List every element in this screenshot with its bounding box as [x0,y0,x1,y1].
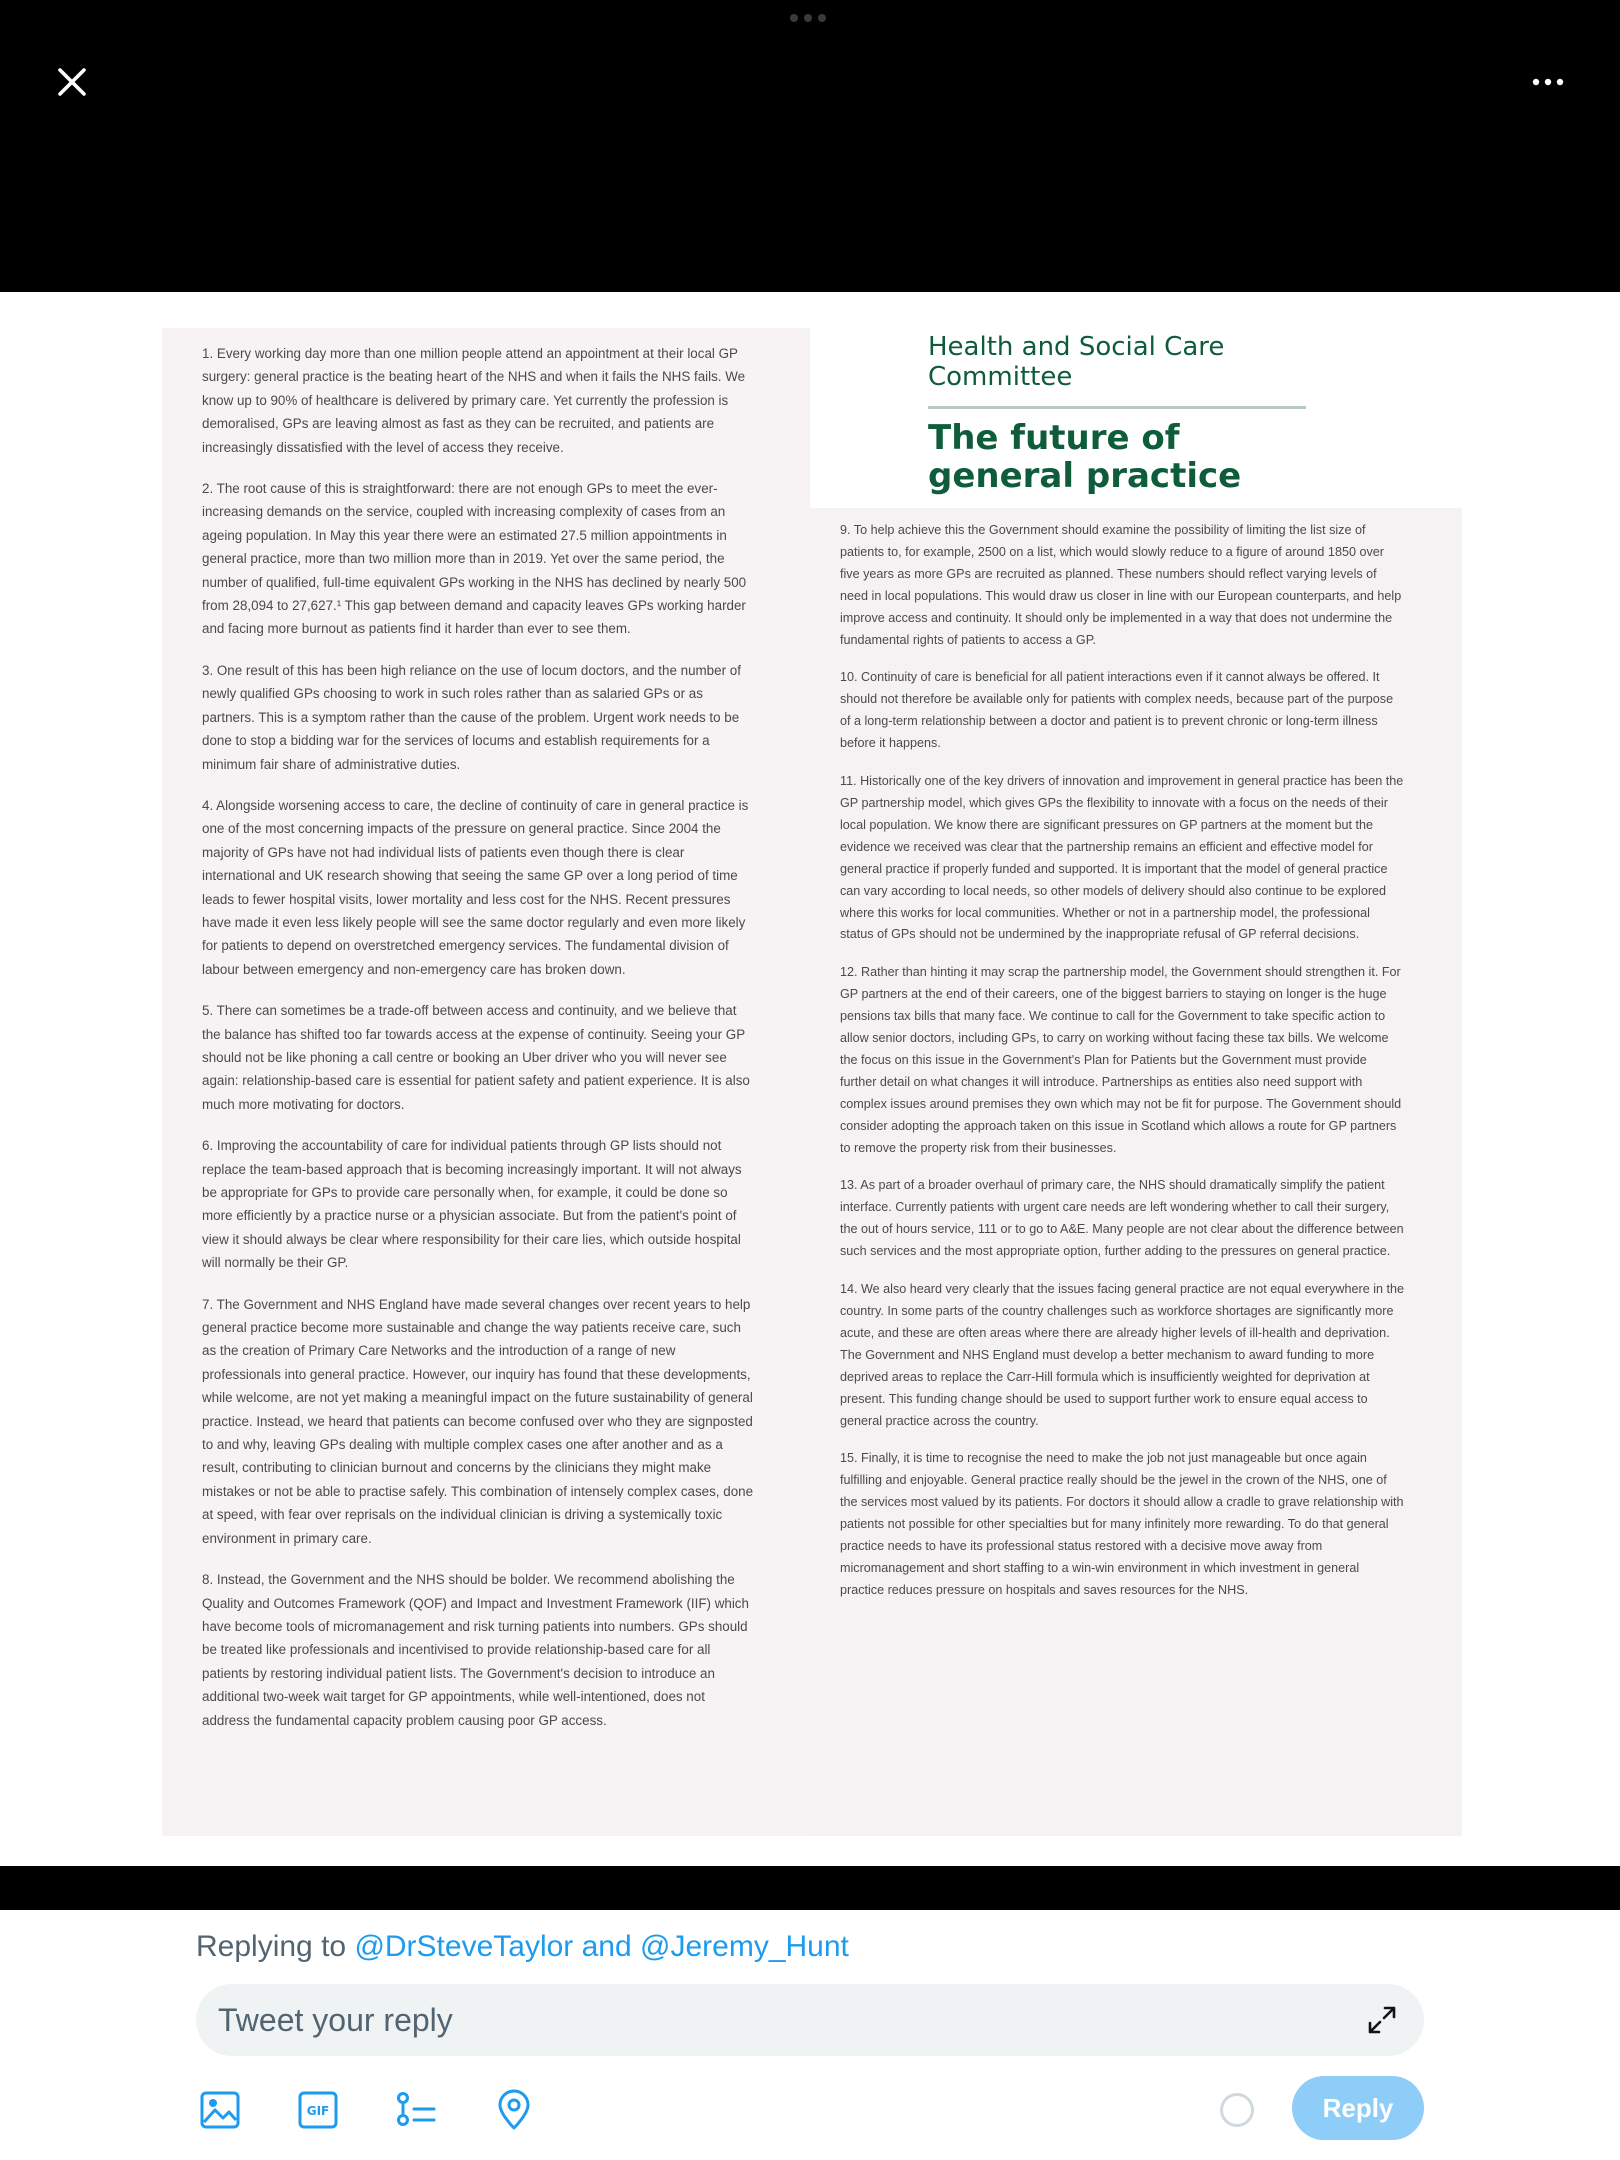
paragraph: 4. Alongside worsening access to care, the decline of continuity of care in general practice is one of the most concerning impacts of the pressure on general practice. Since 2004 the majority of GPs have not had individual lists of patients even though there is clear international and UK research showing that seeing the same GP over a long period of time leads to fewer hospital visits, lower mortality and less cost for the NHS. Recent pressures have made it even less likely people will see the same doctor regularly and even more likely for patients to depend on overstretched emergency services. The fundamental division of labour between emergency and non-emergency care has broken down. [202,797,749,977]
document-title: The future of general practice [928,418,1242,496]
document-header [928,332,1308,495]
paragraph: 8. Instead, the Government and the NHS should be bolder. We recommend abolishing the Quality and Outcomes Framework (QOF) and Impact and Investment Framework (IIF) which have become tools of micromanagement and risk turning patients into numbers. GPs should be treated like professionals and incentivised to provide relationship-based care for all patients by restoring individual patient lists. The Government's decision to introduce an additional two-week wait target for GP appointments, while well-intentioned, does not address the fundamental capacity problem causing poor GP access. [202,1572,749,1728]
paragraph: 15. Finally, it is time to recognise the need to make the job not just manageable but once again fulfilling and enjoyable. General practice really should be the jewel in the crown of the NHS, one of the services most valued by its patients. For doctors it should allow a cradle to grave relationship with patients not possible for other specialties but for many infinitely more rewarding. To do that general practice needs to have its professional status restored with a decisive move away from micromanagement and short staffing to a win-win environment in which investment in general practice reduces pressure on hospitals and saves resources for the NHS. [840,1451,1404,1597]
paragraph: 14. We also heard very clearly that the issues facing general practice are not equal everywhere in the country. In some parts of the country challenges such as workforce shortages are significantly more acute, and these are often areas where there are already higher levels of ill-health and deprivation. The Government and NHS England must develop a better mechanism to award funding to more deprived areas to replace the Carr-Hill formula which is insufficiently weighted for deprivation at present. This funding change should be used to support further work to ensure equal access to general practice across the country. [840,1282,1405,1428]
character-counter [1220,2093,1254,2127]
paragraph: 13. As part of a broader overhaul of primary care, the NHS should dramatically simplify the patient interface. Currently patients with urgent care needs are left wondering whether to call their surgery, the out of hours service, 111 or to go to A&E. Many people are not clear about the difference between such services and the most appropriate option, further adding to the pressures on general practice. [840,1178,1404,1259]
paragraph: 6. Improving the accountability of care for individual patients through GP lists should not replace the team-based approach that is becoming increasingly important. It will not always be appropriate for GPs to provide care personally when, for example, it could be done so more efficiently by a practice nurse or a physician associate. But from the patient's point of view it should always be clear where responsibility for their care lies, which outside hospital will normally be their GP. [202,1138,742,1271]
reply-panel [0,1910,1620,2160]
document-left-column [162,328,810,1836]
replying-prefix: Replying to [196,1930,347,1963]
location-icon[interactable] [492,2088,536,2132]
drag-handle[interactable] [790,14,826,22]
paragraph: 5. There can sometimes be a trade-off between access and continuity, and we believe that the balance has shifted too far towards access at the expense of continuity. Seeing your GP should not be like phoning a call centre or booking an Uber driver who you will never see again: relationship-based care is essential for patient safety and patient experience. It is also much more motivating for doctors. [202,1003,750,1112]
paragraph: 3. One result of this has been high reliance on the use of locum doctors, and the number of newly qualified GPs choosing to work in such roles rather than as salaried GPs or as partners. This is a symptom rather than the cause of the problem. Urgent work needs to be done to stop a bidding war for the services of locums and establish requirements for a minimum fair share of administrative duties. [202,662,741,772]
svg-text:GIF: GIF [306,2104,330,2118]
gif-icon[interactable] [296,2088,340,2132]
paragraph: 9. To help achieve this the Government should examine the possibility of limiting the list size of patients to, for example, 2500 on a list, which would slowly reduce to a figure of around 1850 over five years as more GPs are recruited as planned. These numbers should reflect varying levels of need in local populations. This would draw us closer in line with our European counterparts, and help improve access and continuity. It should only be implemented in a way that does not undermine the fundamental rights of patients to access a GP. [840,523,1402,647]
paragraph: 7. The Government and NHS England have made several changes over recent years to help general practice become more sustainable and change the way patients receive care, such as the creation of Primary Care Networks and the introduction of a range of new professionals into general practice. However, our inquiry has found that these developments, while welcome, are not yet making a meaningful impact on the future sustainability of general practice. Instead, we heard that patients can become confused over who they are signposted to and why, leaving GPs dealing with multiple complex cases one after another and as a result, contributing to clinician burnout and concerns by the clinicians they might make mistakes or not be able to practise safely. This combination of intensely complex cases, done at speed, with fear over reprisals on the individual clinician is driving a systemically toxic environment in primary care. [202,1296,754,1546]
replying-to [196,1930,849,1964]
paragraph: 11. Historically one of the key drivers of innovation and improvement in general practice has been the GP partnership model, which gives GPs the flexibility to innovate with a focus on the needs of their local population. We know there are significant pressures on GP partners at the moment but the evidence we received was clear that the partnership remains an efficient and effective model for general practice if properly funded and supported. It is important that the model of general practice can vary according to local needs, so other models of delivery should also continue to be explored where this works for local communities. Whether or not in a partnership model, the professional status of GPs should not be undermined by the inappropriate refusal of GP referral decisions. [840,774,1404,942]
reply-input[interactable] [196,1984,1424,2056]
image-icon[interactable] [198,2088,242,2132]
poll-icon[interactable] [394,2088,438,2132]
replying-handles[interactable]: @DrSteveTaylor and @Jeremy_Hunt [354,1930,849,1963]
expand-icon[interactable] [1366,2004,1398,2036]
more-icon[interactable] [1528,70,1568,94]
document-right-column [810,508,1462,1836]
paragraph: 10. Continuity of care is beneficial for all patient interactions even if it cannot always be offered. It should not therefore be available only for patients with complex needs, because part of the purpose of a long-term relationship between a doctor and patient is to prevent chronic or long-term illness before it happens. [840,670,1394,751]
header-divider [928,406,1306,409]
document-image[interactable] [0,292,1620,1866]
committee-name: Health and Social Care Committee [928,332,1225,392]
reply-composer [0,1866,1620,2160]
media-viewer-header [0,0,1620,292]
close-icon[interactable] [52,62,92,102]
paragraph: 12. Rather than hinting it may scrap the partnership model, the Government should strengthen it. For GP partners at the end of their careers, one of the biggest barriers to staying on longer is the huge pensions tax bills that many face. We continue to call for the Government to take specific action to allow senior doctors, including GPs, to carry on working without facing these tax bills. We welcome the focus on this issue in the Government's Plan for Patients but the Government must provide further detail on what changes it will introduce. Partnerships as entities also need support with complex issues around premises they own which may not be fit for purpose. The Government should consider adopting the approach taken on this issue in Scotland which allows a route for GP partners to remove the property risk from their businesses. [840,965,1402,1155]
paragraph: 2. The root cause of this is straightforward: there are not enough GPs to meet the ever-increasing demands on the service, coupled with increasing complexity of cases from an ageing population. In May this year there were an estimated 27.5 million appointments in general practice, more than two million more than in 2019. Yet over the same period, the number of qualified, full-time equivalent GPs working in the NHS has declined by nearly 500 from 28,094 to 27,627.¹ This gap between demand and capacity leaves GPs working harder and facing more burnout as patients find it harder than ever to see them. [202,481,747,637]
reply-button[interactable]: Reply [1292,2076,1424,2140]
paragraph: 1. Every working day more than one million people attend an appointment at their local GP surgery: general practice is the beating heart of the NHS and when it fails the NHS fails. We know up to 90% of healthcare is delivered by primary care. Yet currently the profession is demoralised, GPs are leaving almost as fast as they can be recruited, and patients are increasingly dissatisfied with the level of access they receive. [202,346,746,455]
